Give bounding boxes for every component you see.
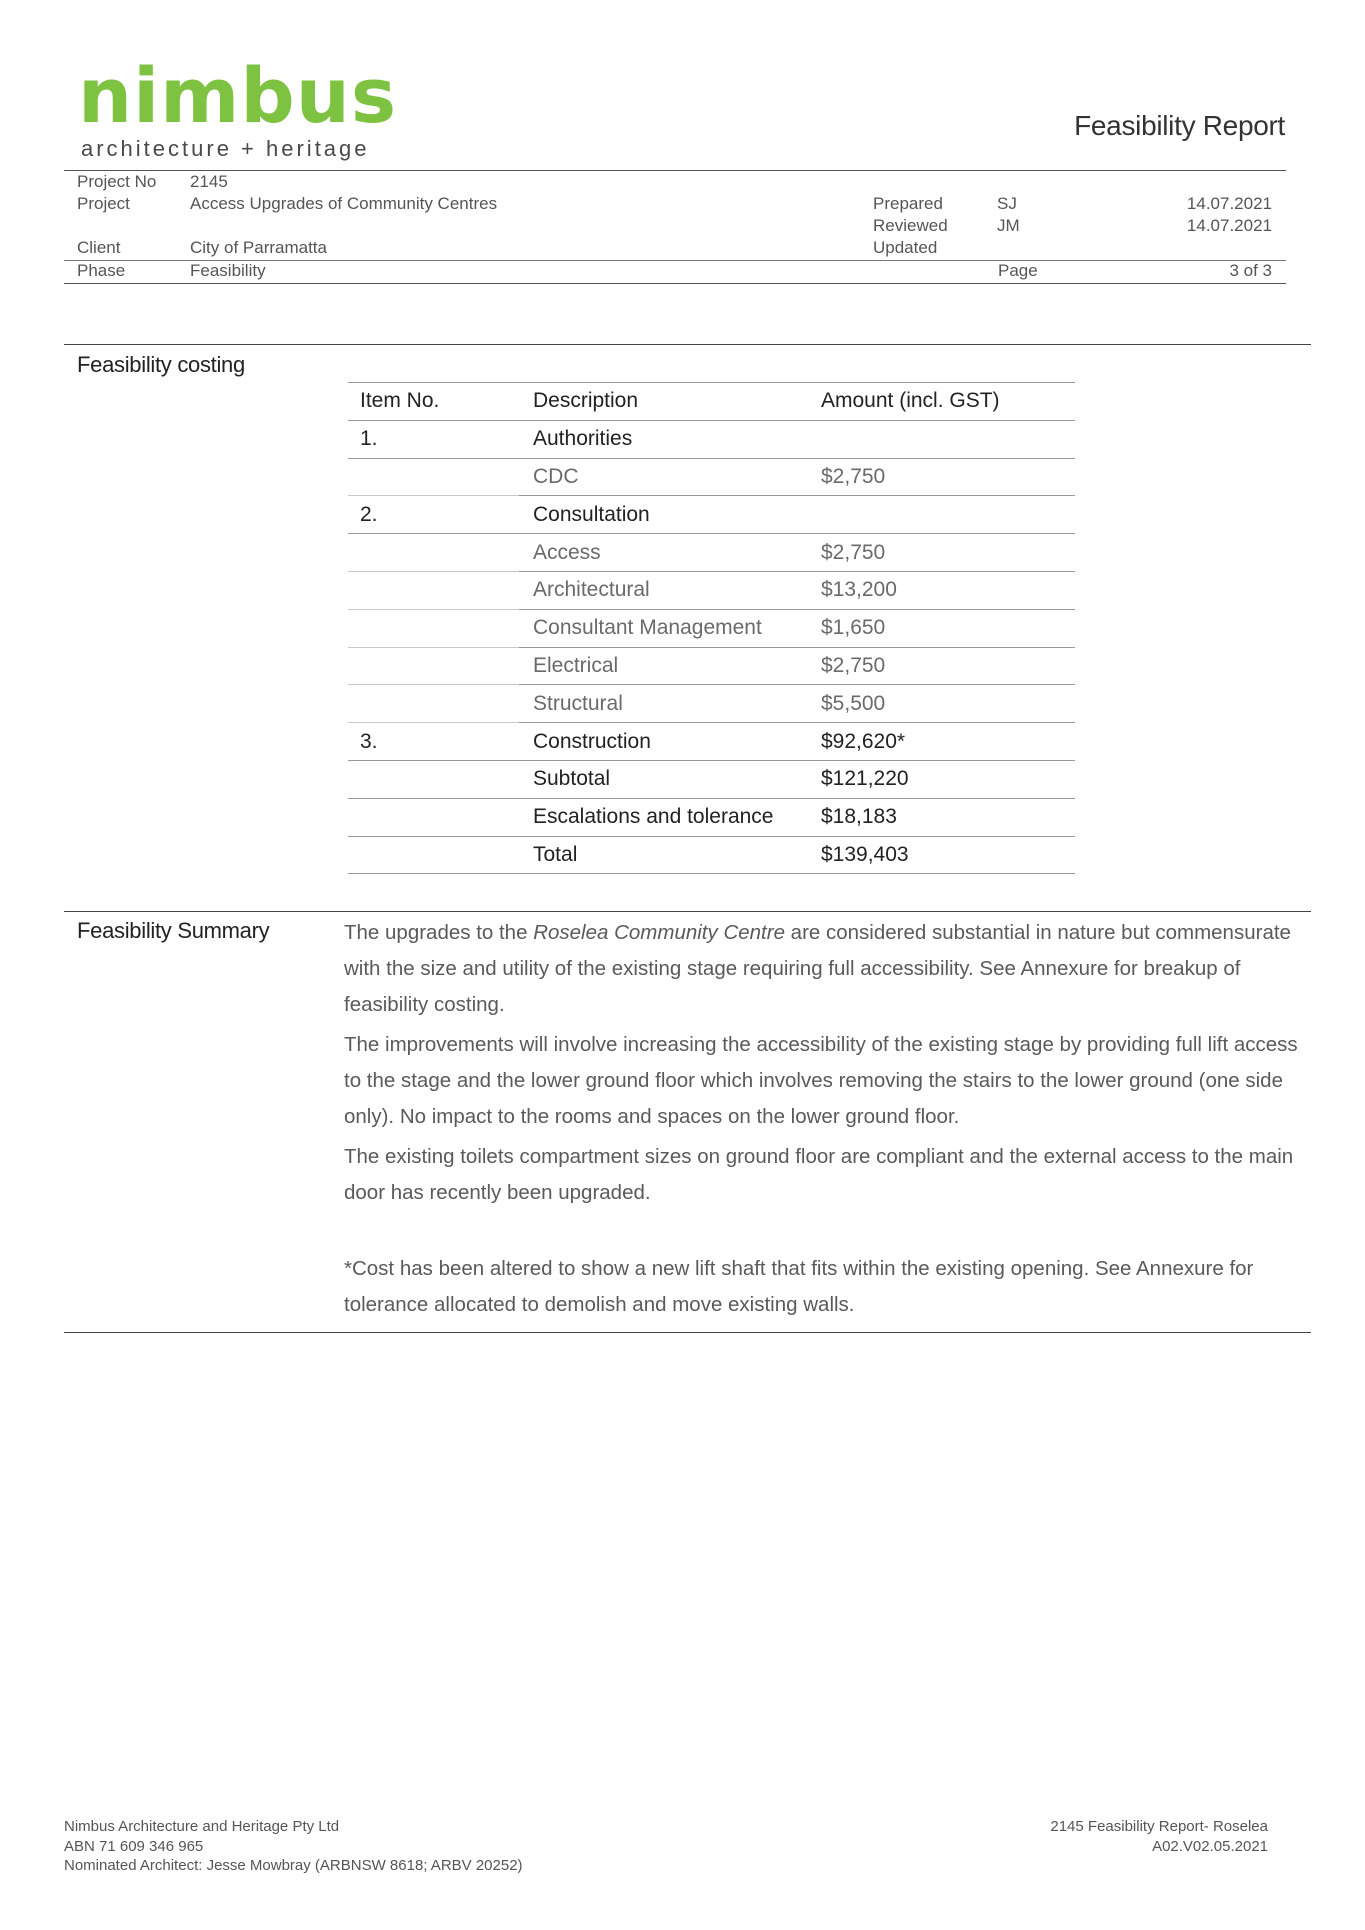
subtotal-label: Subtotal (519, 760, 807, 798)
page-label: Page (998, 261, 1038, 280)
table-row (348, 534, 1075, 572)
header-top-rule (64, 170, 1286, 171)
header-description: Description (519, 383, 807, 421)
table-row (348, 571, 1075, 609)
table-row (348, 723, 1075, 761)
updated-label: Updated (873, 238, 938, 257)
company-logo (78, 51, 398, 162)
summary-paragraph: The existing toilets compartment sizes on ground floor are compliant and the external access to the main door has recently been upgraded. (344, 1145, 1294, 1204)
project-no-label: Project No (77, 172, 157, 191)
phase-label: Phase (77, 261, 126, 280)
phase-value: Feasibility (190, 261, 266, 280)
costing-table (348, 382, 1075, 874)
total-amount: $139,403 (807, 836, 1075, 874)
header-item-no: Item No. (348, 383, 519, 421)
summary-paragraph: The improvements will involve increasing the accessibility of the existing stage by providing full lift access to the stage and the lower ground floor which involves removing the stairs to the lower ground (one side only). No impact to the rooms and spaces on the lower ground floor. (344, 1033, 1298, 1128)
summary-body (344, 915, 1304, 1327)
footer-document-info (1050, 1817, 1268, 1856)
costing-section-rule (64, 344, 1311, 345)
reviewed-date: 14.07.2021 (1186, 216, 1272, 235)
table-row (348, 420, 1075, 458)
reviewed-label: Reviewed (873, 216, 948, 235)
group-label: Consultation (519, 496, 807, 534)
line-label: Access (519, 534, 807, 572)
line-amount: $2,750 (807, 534, 1075, 572)
line-label: Electrical (519, 647, 807, 685)
cost-note: *Cost has been altered to show a new lift shaft that fits within the existing opening. See Annexure for tolerance allocated to demolish and move existing walls. (344, 1257, 1254, 1316)
escalations-label: Escalations and tolerance (519, 798, 807, 836)
table-row (348, 760, 1075, 798)
summary-bottom-rule (64, 1332, 1311, 1333)
group-amount (807, 496, 1075, 534)
line-amount: $2,750 (807, 458, 1075, 496)
header-amount: Amount (incl. GST) (807, 383, 1075, 421)
project-value: Access Upgrades of Community Centres (190, 194, 498, 213)
group-amount (807, 420, 1075, 458)
footer-doc-name: 2145 Feasibility Report- Roselea (1050, 1818, 1268, 1835)
group-label: Construction (519, 723, 807, 761)
prepared-by: SJ (997, 194, 1017, 213)
table-row (348, 798, 1075, 836)
logo-wordmark: nimbus (78, 51, 398, 140)
item-number: 2. (348, 496, 519, 534)
line-label: Consultant Management (519, 609, 807, 647)
costing-table-header (348, 383, 1075, 421)
prepared-date: 14.07.2021 (1186, 194, 1272, 213)
footer-abn: ABN 71 609 346 965 (64, 1837, 204, 1855)
group-amount: $92,620* (807, 723, 1075, 761)
table-row (348, 685, 1075, 723)
centre-name: Roselea Community Centre (533, 921, 785, 944)
footer-company-info (64, 1817, 523, 1876)
costing-section-title: Feasibility costing (77, 352, 245, 377)
footer-architect: Nominated Architect: Jesse Mowbray (ARBNSW 8618; ARBV 20252) (64, 1857, 523, 1874)
prepared-label: Prepared (873, 194, 943, 213)
table-row (348, 836, 1075, 874)
header-bottom-rule (64, 283, 1286, 284)
total-label: Total (519, 836, 807, 874)
line-amount: $1,650 (807, 609, 1075, 647)
footer-doc-version: A02.V02.05.2021 (1152, 1837, 1268, 1855)
project-label: Project (77, 194, 130, 213)
escalations-amount: $18,183 (807, 798, 1075, 836)
report-title: Feasibility Report (1074, 110, 1285, 141)
client-value: City of Parramatta (190, 238, 327, 257)
client-label: Client (77, 238, 121, 257)
group-label: Authorities (519, 420, 807, 458)
table-row (348, 458, 1075, 496)
table-row (348, 647, 1075, 685)
footer-company: Nimbus Architecture and Heritage Pty Ltd (64, 1818, 340, 1835)
line-amount: $2,750 (807, 647, 1075, 685)
logo-tagline: architecture + heritage (81, 136, 370, 161)
line-amount: $5,500 (807, 685, 1075, 723)
summary-section-rule (64, 911, 1311, 912)
line-label: Architectural (519, 571, 807, 609)
table-row (348, 609, 1075, 647)
summary-paragraph: The upgrades to the Roselea Community Centre are considered substantial in nature but commensurate with the size and utility of the existing stage requiring full accessibility. See Annexure for breakup of feasibility costing. (344, 921, 1291, 1016)
line-label: CDC (519, 458, 807, 496)
page-value: 3 of 3 (1229, 261, 1272, 280)
item-number: 3. (348, 723, 519, 761)
line-label: Structural (519, 685, 807, 723)
line-amount: $13,200 (807, 571, 1075, 609)
table-row (348, 496, 1075, 534)
subtotal-amount: $121,220 (807, 760, 1075, 798)
item-number: 1. (348, 420, 519, 458)
summary-section-title: Feasibility Summary (77, 918, 270, 943)
project-no-value: 2145 (190, 172, 228, 191)
reviewed-by: JM (997, 216, 1020, 235)
